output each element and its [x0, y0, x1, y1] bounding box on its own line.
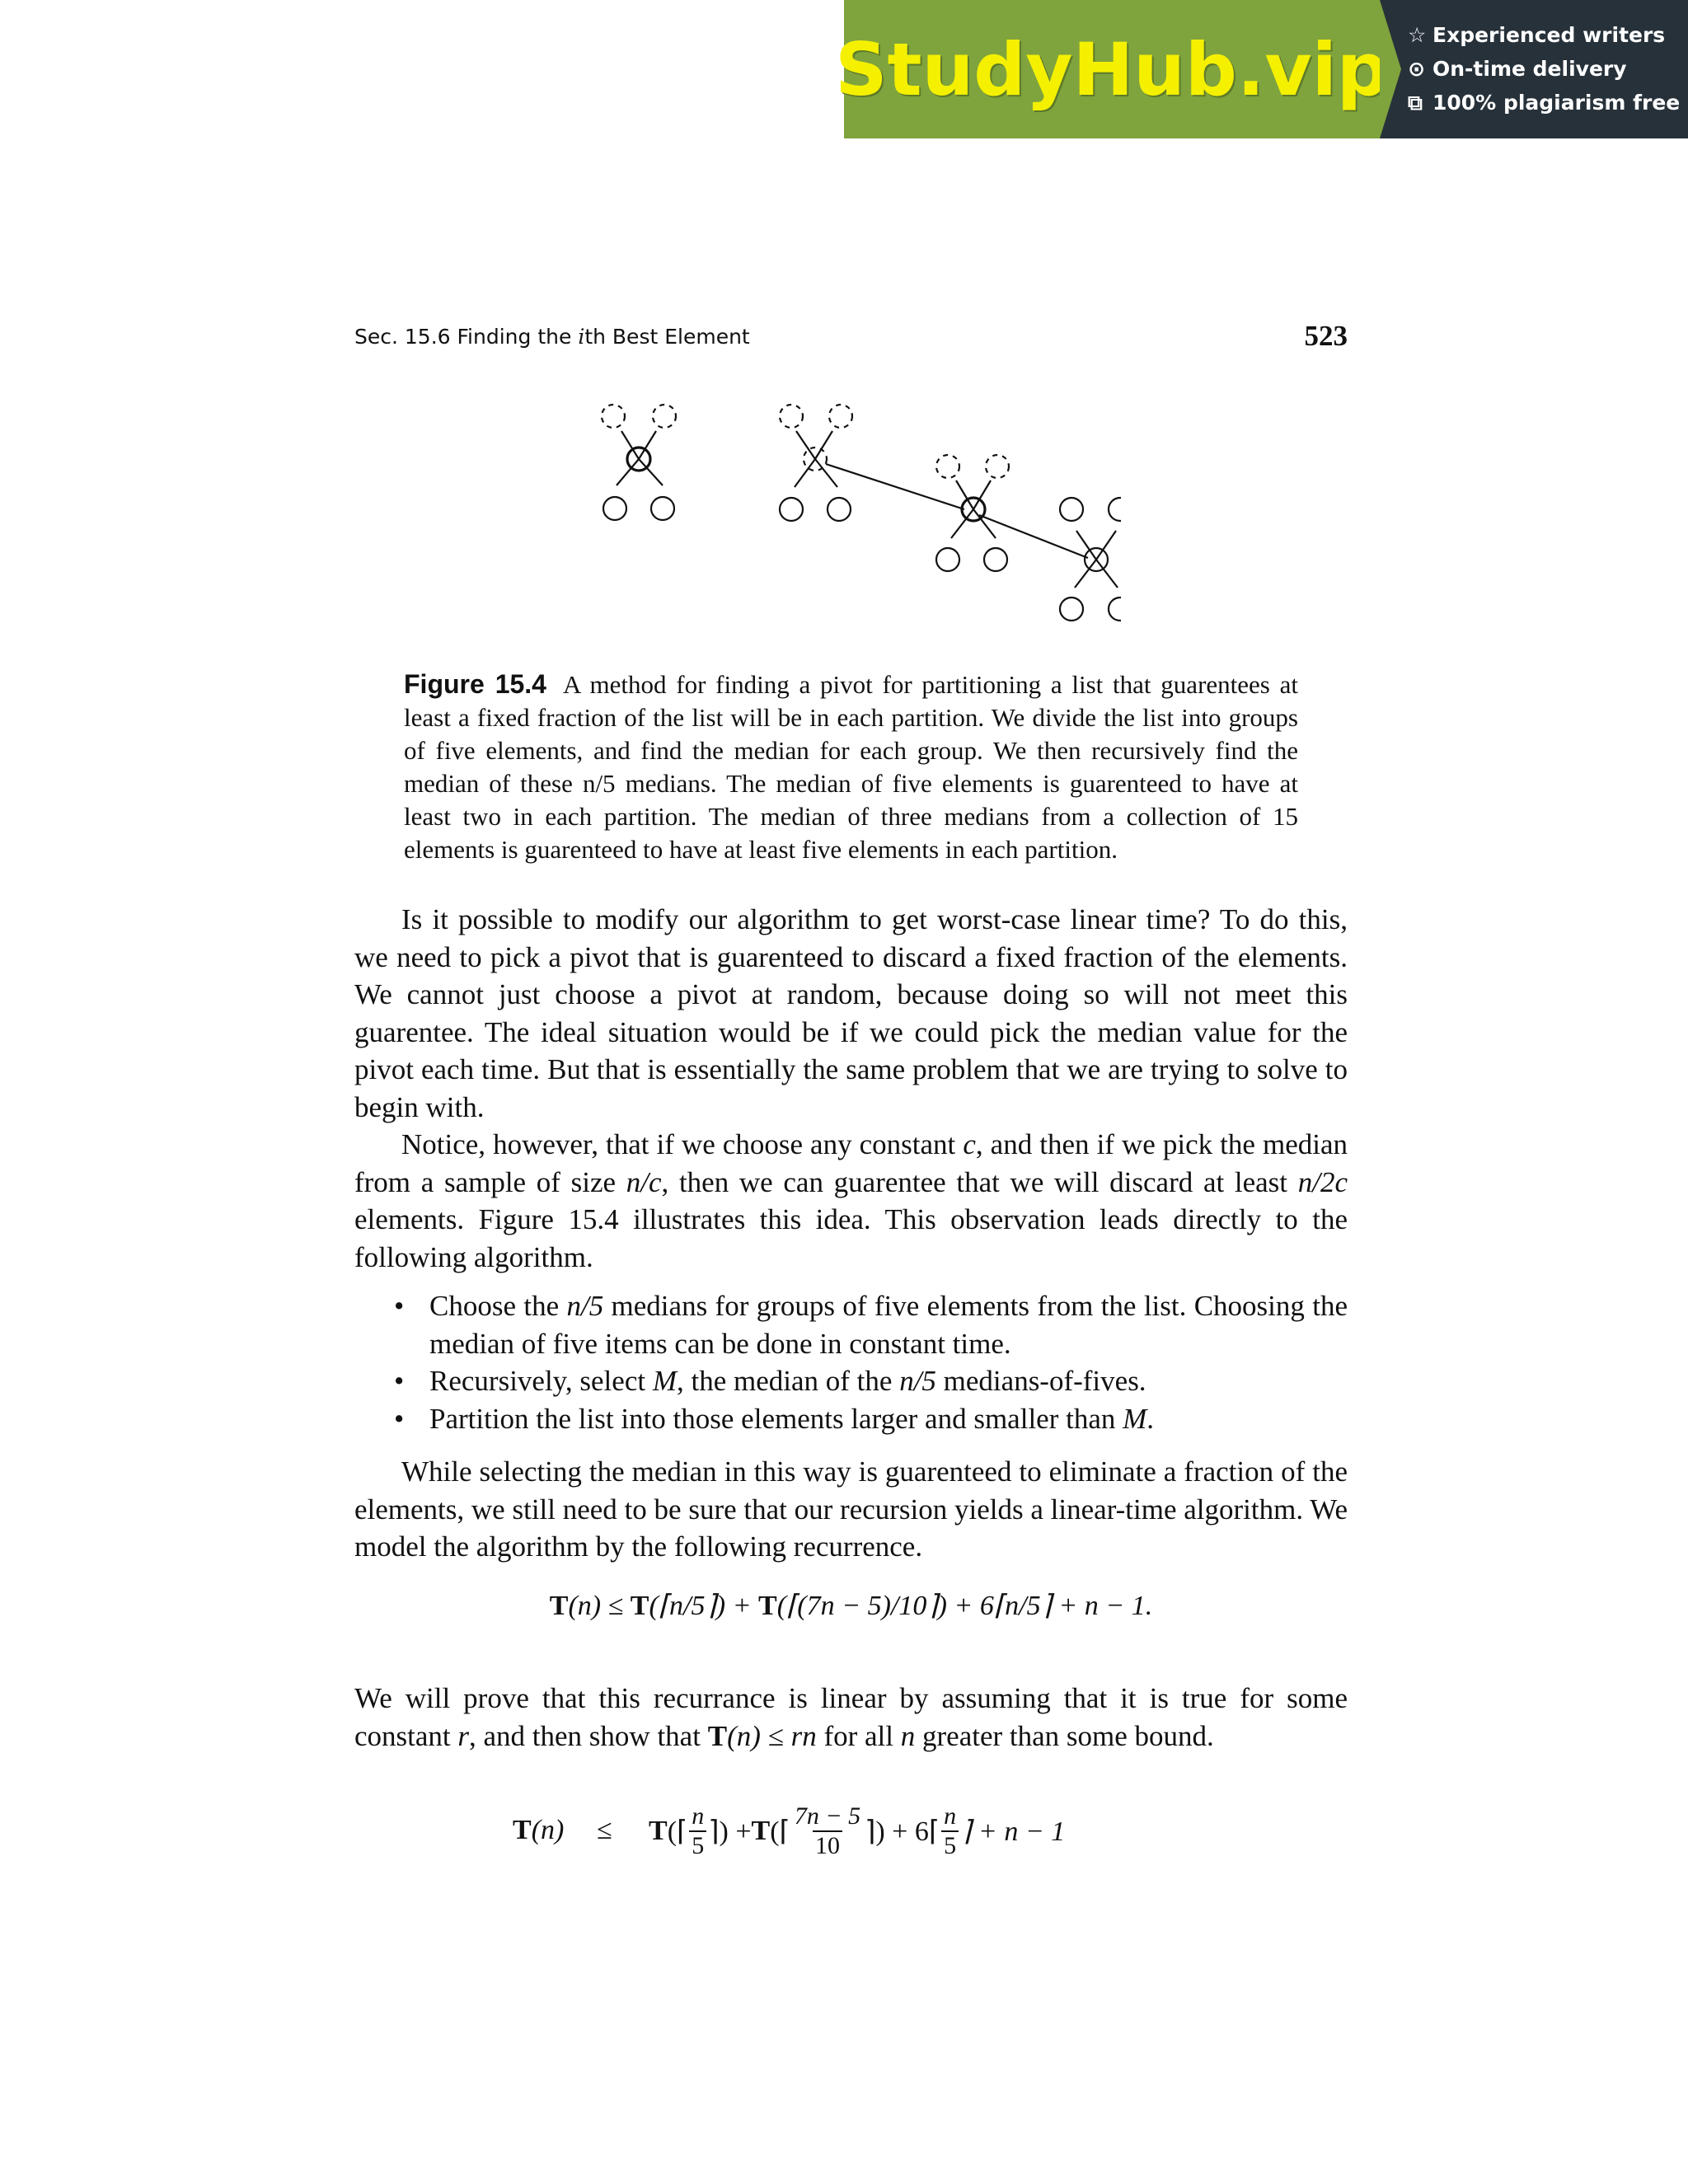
section-title-text: Sec. 15.6 Finding the	[354, 325, 572, 349]
text-run: Partition the list into those elements larger and smaller than	[429, 1402, 1123, 1435]
math-expr: (n) ≤	[568, 1591, 631, 1621]
equation-relation: ≤	[597, 1815, 612, 1845]
dashed-node	[602, 405, 625, 428]
text-run: , and then if we pick the median from a sample of size	[354, 1128, 1348, 1198]
studyhub-banner[interactable]	[835, 0, 1688, 138]
dashed-node	[780, 405, 803, 428]
math-expr: ⌉) + 6⌈	[865, 1816, 940, 1847]
fraction	[792, 1802, 863, 1860]
banner-arrow-shape	[1380, 0, 1401, 138]
math-expr: n/5	[566, 1290, 604, 1322]
fraction-denominator: 10	[813, 1830, 842, 1860]
math-expr: (⌈(7n − 5)/10⌉) + 6⌈n/5⌉ + n − 1.	[776, 1591, 1153, 1621]
running-header	[354, 320, 1348, 353]
node	[936, 548, 959, 571]
math-T: T	[649, 1816, 668, 1846]
fraction-numerator: n	[692, 1802, 705, 1830]
math-var: n	[900, 1719, 916, 1752]
text-run: medians for groups of five elements from the list. Choosing the median of five items can be done in constant time.	[429, 1290, 1348, 1360]
math-T: T	[758, 1591, 777, 1621]
list-item	[394, 1287, 1348, 1362]
math-var: M	[652, 1365, 677, 1397]
dashed-node	[986, 455, 1009, 478]
math-T: T	[630, 1591, 649, 1621]
figure-caption	[404, 668, 1298, 866]
section-title	[354, 325, 750, 349]
math-expr: ⌉) +	[708, 1816, 752, 1847]
studyhub-logo: StudyHub.vip	[835, 26, 1389, 112]
clock-icon: ⊙	[1408, 57, 1425, 81]
fraction	[689, 1802, 706, 1860]
math-expr: ⌉ + n − 1	[960, 1816, 1066, 1847]
section-title-var: i	[578, 325, 585, 349]
math-T: T	[549, 1591, 569, 1621]
math-expr: (n) ≤ rn	[727, 1719, 817, 1752]
text-run: Recursively, select	[429, 1365, 653, 1397]
group-2	[780, 405, 852, 521]
feature-experienced-writers	[1408, 18, 1680, 52]
fraction	[941, 1802, 959, 1860]
feature-on-time-delivery	[1408, 52, 1680, 86]
node	[1060, 498, 1083, 521]
node	[1109, 498, 1121, 521]
node	[984, 548, 1007, 571]
section-title-tail: th Best Element	[584, 325, 750, 349]
feature-label: Experienced writers	[1432, 23, 1666, 47]
group-3	[936, 455, 1009, 571]
copy-icon: ⧉	[1408, 91, 1423, 115]
fraction-denominator: 5	[941, 1830, 959, 1860]
node	[828, 498, 851, 521]
fraction-numerator: 7n − 5	[794, 1802, 861, 1830]
math-expr: n/5	[899, 1365, 936, 1397]
paragraph-notice	[354, 1126, 1348, 1276]
banner-logo-panel	[835, 0, 1389, 138]
median-of-medians-diagram	[577, 387, 1121, 635]
text-run: Notice, however, that if we choose any constant	[401, 1128, 964, 1160]
fraction-denominator: 5	[689, 1830, 706, 1860]
text-run: We will prove that this recurrance is linear by assuming that it is true for some constant	[354, 1682, 1348, 1752]
text-run: elements. Figure 15.4 illustrates this idea. This observation leads directly to the following algorithm.	[354, 1203, 1348, 1273]
paragraph-proof-intro	[354, 1680, 1348, 1755]
feature-label: On-time delivery	[1432, 57, 1627, 81]
list-item	[394, 1362, 1348, 1400]
equation-rhs	[649, 1798, 1065, 1864]
math-expr: (n)	[531, 1815, 565, 1845]
paragraph-worst-case: Is it possible to modify our algorithm to get worst-case linear time? To do this, we need to pick a pivot that is guarenteed to discard a fixed fraction of the elements. We cannot just choose a pivot at random, because doing so will not meet this guarentee. The ideal situation would be if we could pick the median value for the pivot each time. But that is essentially the same problem that we are trying to solve to begin with.	[354, 903, 1348, 1123]
math-expr: n/c	[626, 1165, 662, 1198]
list-item	[394, 1400, 1348, 1438]
math-var: r	[457, 1719, 470, 1752]
text-run: medians-of-fives.	[935, 1365, 1146, 1397]
node	[1109, 598, 1121, 621]
group-1	[602, 405, 676, 520]
math-expr: (⌈	[770, 1816, 790, 1847]
text-run: for all	[816, 1719, 901, 1752]
dashed-node	[936, 455, 959, 478]
text-run: Choose the	[429, 1290, 567, 1322]
feature-label: 100% plagiarism free	[1432, 91, 1681, 115]
text-run: , the median of the	[676, 1365, 900, 1397]
math-T: T	[751, 1816, 771, 1846]
caption-text: A method for finding a pivot for partitioning a list that guarentees at least a fixed fraction of the list will be in each partition. We divide the list into groups of five elements, and find the median for each group. We then recursively find the median of these n/5 medians. The median of five elements is guarenteed to have at least two in each partition. The median of three medians from a collection of 15 elements is guarenteed to have at least five elements in each partition.	[404, 670, 1298, 864]
dashed-node	[653, 405, 676, 428]
math-expr: n/2c	[1297, 1165, 1348, 1198]
equation-lhs	[513, 1815, 564, 1846]
recurrence-equation	[354, 1589, 1348, 1622]
algorithm-steps	[394, 1287, 1348, 1437]
banner-features	[1408, 18, 1680, 120]
math-expr: (⌈	[667, 1816, 688, 1847]
math-var: c	[963, 1128, 976, 1160]
dashed-node	[829, 405, 852, 428]
text-run: , and then show that	[469, 1719, 708, 1752]
figure-label: Figure 15.4	[404, 669, 546, 699]
node	[780, 498, 803, 521]
math-T: T	[513, 1815, 532, 1845]
text-run: .	[1146, 1402, 1155, 1435]
star-icon: ☆	[1408, 23, 1427, 47]
math-T: T	[707, 1719, 728, 1752]
math-expr: (⌈n/5⌉) +	[649, 1591, 759, 1621]
fraction-numerator: n	[944, 1802, 957, 1830]
page-number: 523	[1304, 320, 1348, 352]
node	[1060, 598, 1083, 621]
node	[651, 497, 674, 520]
connector-line	[826, 464, 964, 509]
text-run: greater than some bound.	[915, 1719, 1214, 1752]
node	[603, 497, 626, 520]
math-var: M	[1123, 1402, 1147, 1435]
paragraph-recurrence-intro: While selecting the median in this way is guarenteed to eliminate a fraction of the elements, we still need to be sure that our recursion yields a linear-time algorithm. We model the algorithm by the following recurrence.	[354, 1455, 1348, 1563]
group-4	[1060, 498, 1121, 621]
text-run: , then we can guarentee that we will discard at least	[661, 1165, 1298, 1198]
feature-plagiarism-free	[1408, 86, 1680, 120]
